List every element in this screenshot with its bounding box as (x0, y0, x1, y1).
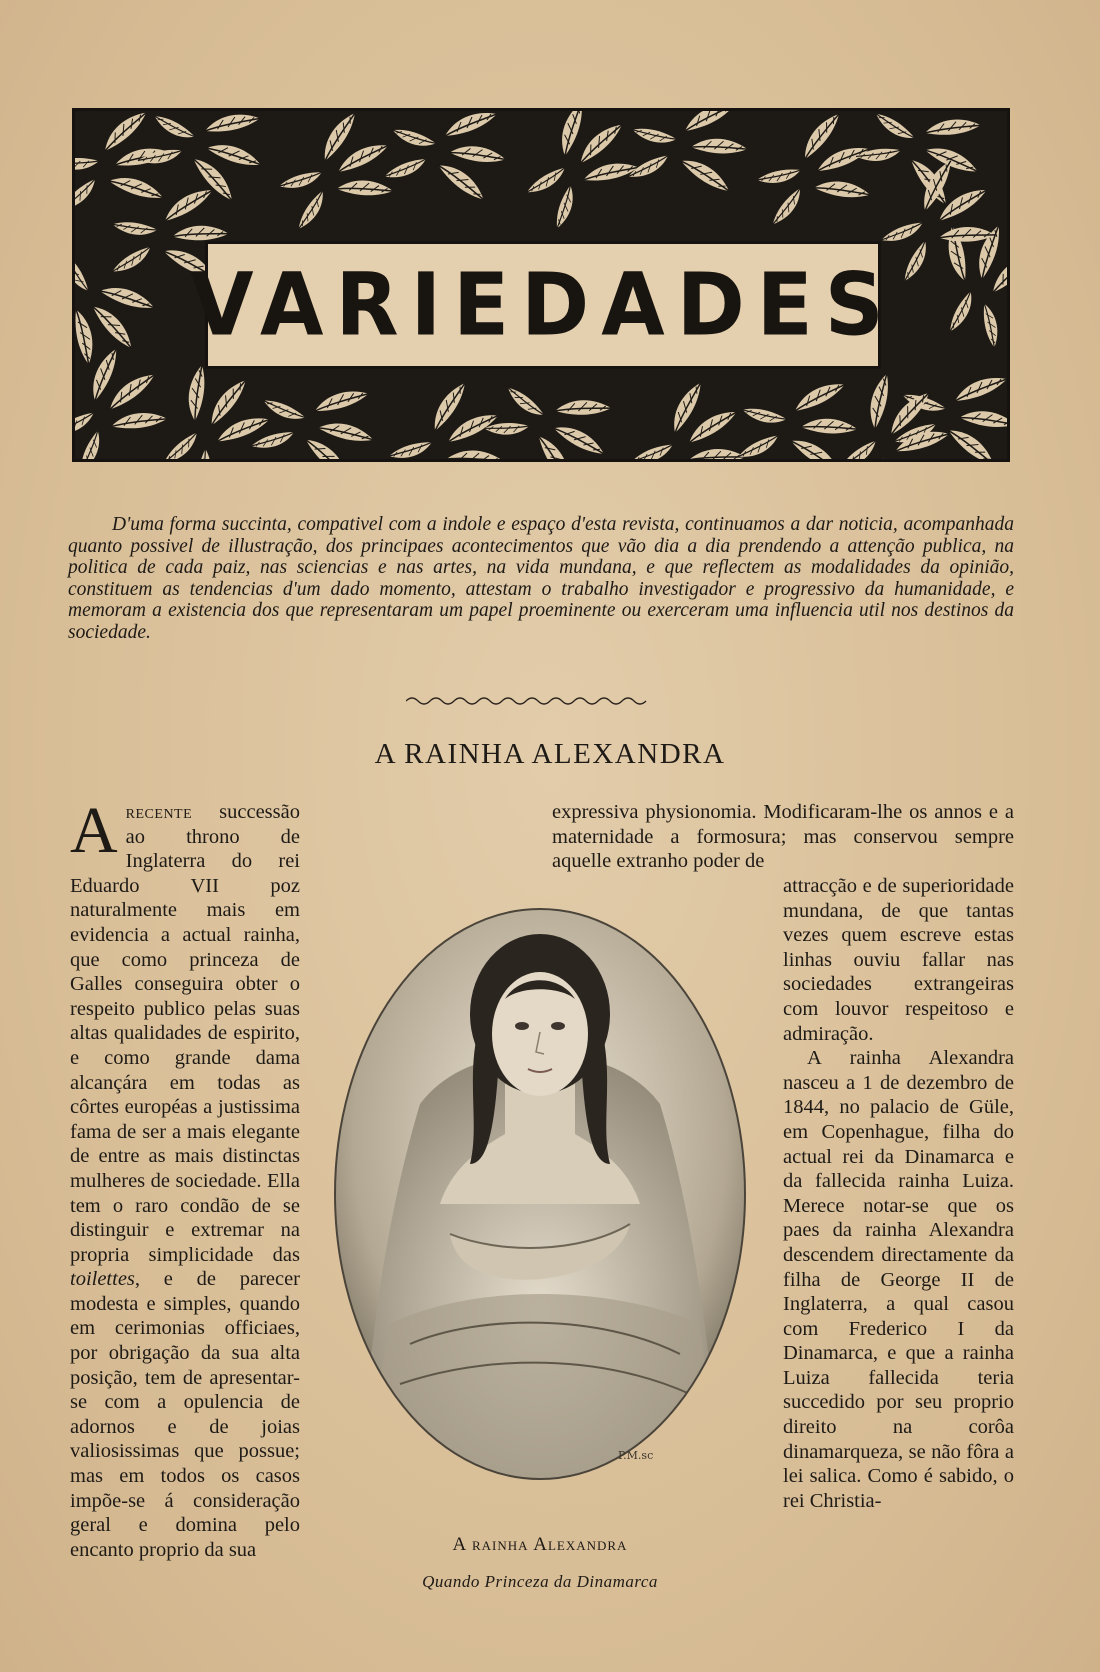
ornament-divider (406, 694, 656, 708)
portrait-subcaption: Quando Princeza da Dinamarca (422, 1572, 658, 1591)
left-text-part2: , e de parecer modesta e simples, quando em cerimonias officiaes, por obrigação da sua alta posição, tem de apresentar-se com a opulencia de adornos e de joias valiosissimas que possue; mas em todos os casos impõe-se á consideração geral e domina pelo encanto proprio da sua (70, 1268, 300, 1561)
left-column-text (70, 794, 300, 1562)
right-column (783, 874, 1014, 1513)
right-top-text: expressiva physionomia. Modificaram-lhe os annos e a maternidade a formosura; mas conservou sempre aquelle extranho poder de (552, 801, 1014, 873)
lead-smallcaps: recente (125, 801, 193, 823)
portrait-caption: A rainha Alexandra (452, 1534, 628, 1555)
intro-paragraph: D'uma forma succinta, compativel com a indole e espaço d'esta revista, continuamos a dar noticia, acompanhada quanto possivel de illustração, dos principaes acontecimentos que vão dia a dia prendendo a attenção publica, na politica de cada paiz, nas sciencias e nas artes, na vida mundana, e que reflectem as modalidades da opinião, constituem as tendencias d'um dado momento, attestam o trabalho investigador e progressivo da humanidade, e memoram a existencia dos que representaram um papel proeminente ou exerceram uma influencia util nos destinos da sociedade. (68, 514, 1014, 643)
drop-cap: A (70, 794, 118, 867)
left-text-part1: successão ao throno de Inglaterra do rei Eduardo VII poz naturalmente mais em evidencia a actual rainha, que como princeza de Galles conseguira obter o respeito publico pelas suas altas qualidades de espirito, e como grande dama alcançára em todas as côrtes européas a justissima fama de ser a mais elegante de entre as mais distinctas mulheres de sociedade. Ella tem o raro condão de se distinguir e extremar na propria simplicidade das (70, 801, 300, 1266)
right-column-p2: A rainha Alexandra nasceu a 1 de dezembro de 1844, no palacio de Güle, em Copenhague, filha do actual rei da Dinamarca e da fallecida rainha Luiza. Merece notar-se que os paes da rainha Alexandra descendem directamente da filha de George II de Inglaterra, a qual casou com Frederico I da Dinamarca, e que a rainha Luiza fallecida teria succedido por seu proprio direito na corôa dinamarqueza, se não fôra a lei salica. Como é sabido, o rei Christia- (783, 1047, 1014, 1512)
engraver-signature: P.M.sc (618, 1449, 654, 1462)
section-title: VARIEDADES (190, 255, 896, 355)
title-box (190, 241, 896, 369)
header-banner (72, 108, 1010, 462)
right-column-top (552, 800, 1014, 874)
article-title: A RAINHA ALEXANDRA (374, 738, 726, 770)
left-column (70, 794, 300, 1562)
portrait-image (330, 904, 750, 1484)
right-column-p1: attracção e de superioridade mundana, de que tantas vezes quem escreve estas linhas ouviu fallar nas sociedades extrangeiras com louvor respeitoso e admiração. (783, 875, 1014, 1045)
toilettes-word: toilettes (70, 1268, 135, 1291)
